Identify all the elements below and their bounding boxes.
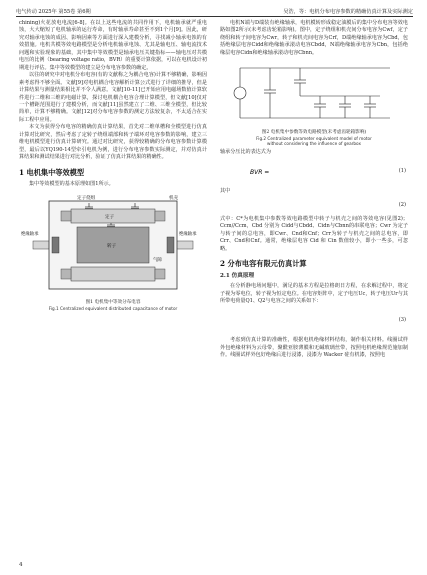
section-heading-2: 2 分布电容有限元仿真计算 [220,259,307,269]
figure-1 [19,191,207,311]
paragraph: 考虑到仿真计算的准确性，根据电机绝缘材料结构，制作相关材料。线圈试样外包绝缘材料为云母带，聚酰亚胺薄膜和无碱玻璃丝带，按照电机绝缘规范施加制作。线圈试样外包好绝缘后进行浸漆，浸漆为 Wacker 硅有机漆，按照电 [220,337,408,359]
header-journal-info: 电气传动 2025年 第55卷 第6期 [16,9,91,15]
motor-capacitance-diagram [19,191,207,296]
subsection-heading-2-1: 2.1 仿真原理 [220,273,255,280]
label-bearing-right: 绝缘轴承 [179,232,197,238]
paragraph: 其中 [220,188,231,195]
figure-2-caption-en-2: without considering the influence of gearbox [267,141,361,147]
paragraph: 式中：C*为电机集中参数等效电路模型中转子与机壳之间的等效电容(见图2)；Ccm//Ccm，Cbd 分别为 Cidd与Cbdd、Cidn与Cbnn的串联电容；Cwr 为定子与转子间的总电容，即Cwr、Cnd和Cnf；Crr为转子与机壳之间的总电容，即Crr、Cnd和Cnf。通常，绝缘层电容 Cid 和 Cin 数值较小，即小一些多，可忽略。 [220,215,408,252]
label-bearing-left: 绝缘轴承 [21,232,39,238]
equation-1-lhs: BVR = [250,169,270,177]
equation-2 [220,199,408,213]
figure-1-caption: 图1 电机集中等效分布电容 [85,299,141,305]
paragraph: 以往的研究中对电机分布电容(有的文献称之为耦合电容)计算不够精确，影响因素考虑得不够全面。文献[9]对电机耦合电容解析计算公式进行了详细的推导，但是计算结果与测量结果相比并不令人满意。文献[10-11]已开始应用电磁场数值计算软件进行二维和三维的电磁计算，探讨电机耦合电容合理计算模型，但文献[10]仅对一个槽距范围进行了建模分析，而文献[11]虽然建立了二维、三维全模型，但比较简单，计算不够精确。文献[12]对分布电容参数的测定方法较复杂，不太适合在实际工程中应用。 [19,72,207,123]
figure-2 [220,60,408,147]
label-stator: 定子 [105,215,115,221]
paragraph: 本文为获得分布电容的精确仿真计算结果，首先对二维单槽和全模型进行仿真计算对比研究，然后考虑了定转子绕组端部和转子端环对电容参数的影响，建立三维电机模型进行仿真计算研究。通过对比研究，获得较精确的分布电容参数计算模型，最后以YQ190-14型牵引电机为例，进行分布电容参数实际测定，并对仿真计算结果和测试结果进行对比分析，验证了仿真计算结果的精确性。 [19,124,207,161]
equation-1-formula [220,159,370,185]
equation-3 [220,308,408,334]
running-header [16,6,413,18]
label-frame: 机壳 [169,196,179,202]
equation-2-number: (2) [398,201,406,208]
equation-3-number: (3) [398,317,406,324]
left-column [19,20,207,313]
label-air-gap: 气隙 [153,258,162,264]
paragraph: 集中等效模型的基本原理如图1所示。 [29,180,114,187]
page-number: 4 [19,562,23,568]
paragraph: 轴承分压比的表达式为 [220,148,271,155]
header-article-info: 吴浩，等：电机分布电容参数的精确仿真计算及实际测定 [283,9,413,15]
label-rotor: 转子 [107,244,117,250]
figure-1-caption-en: Fig.1 Centralized equivalent distributed capacitance of motor [48,305,178,311]
paragraph: 电机N端与D端装有绝缘轴承，电机模转形成稳定油膜后的集中分布电容等效电路如图2所示(未考虑齿轮箱影响)。图中，定子绕组和机壳间分布电容为Cwf，定子绕组和转子间电容为Cwr，转子和机壳间电容为Crf，D端绝缘轴承电容为Cbd，包括绝缘层电容Cidd和绝缘轴承滚动电容Cbdd，N端绝缘轴承电容为Cbn，包括绝缘层电容Cidn和绝缘轴承滚动电容Cbnn。 [220,20,408,56]
equation-1-number: (1) [398,168,406,175]
equation-1 [220,159,408,185]
label-stator-winding: 定子绕组 [77,196,96,202]
equivalent-circuit-diagram [220,60,408,126]
section-heading-1: 1 电机集中等效模型 [19,167,85,177]
paragraph: chining)火花放电电流[6-8]。在以上这些电流的共同作用下，电机轴承就严重电蚀，大大缩短了电机轴承的运行寿命，有时轴承寿命甚至不到1个月[9]。因此，研究对轴承电蚀的成因、影响因素等方面进行深入建模分析，寻找减小轴承电蚀的有效措施。电机共模等效电路模型是分析电机轴承电蚀、尤其是轴电压、轴电流技术问题和实验现象的基础，其中集中等效模型是轴承电压关键指标——轴电压对共模电压的比例（bearing voltage ratio，BVR）的重要计算依据，可以在电机设计初期进行评估。集中等效模型的建立是分布电容参数的确定。 [19,20,207,71]
figure-2-caption-en-1: Fig.2 Centralized parameter equivalent model of motor [256,135,372,141]
right-column [220,20,408,360]
paragraph: 在分析静电场问题中，满足的基本方程是拉格朗日方程，在求解过程中，将定子视为零电位，转子视为恒定电位。在电容矩阵中，定子电压Uc，转子电压Ur与其所带电荷量Q1、Q2与电容之间的关系如下： [220,283,408,304]
header-rule [16,16,413,17]
figure-2-caption: 图2 电机集中参数等效电路模型(未考虑齿轮箱影响) [261,129,367,135]
